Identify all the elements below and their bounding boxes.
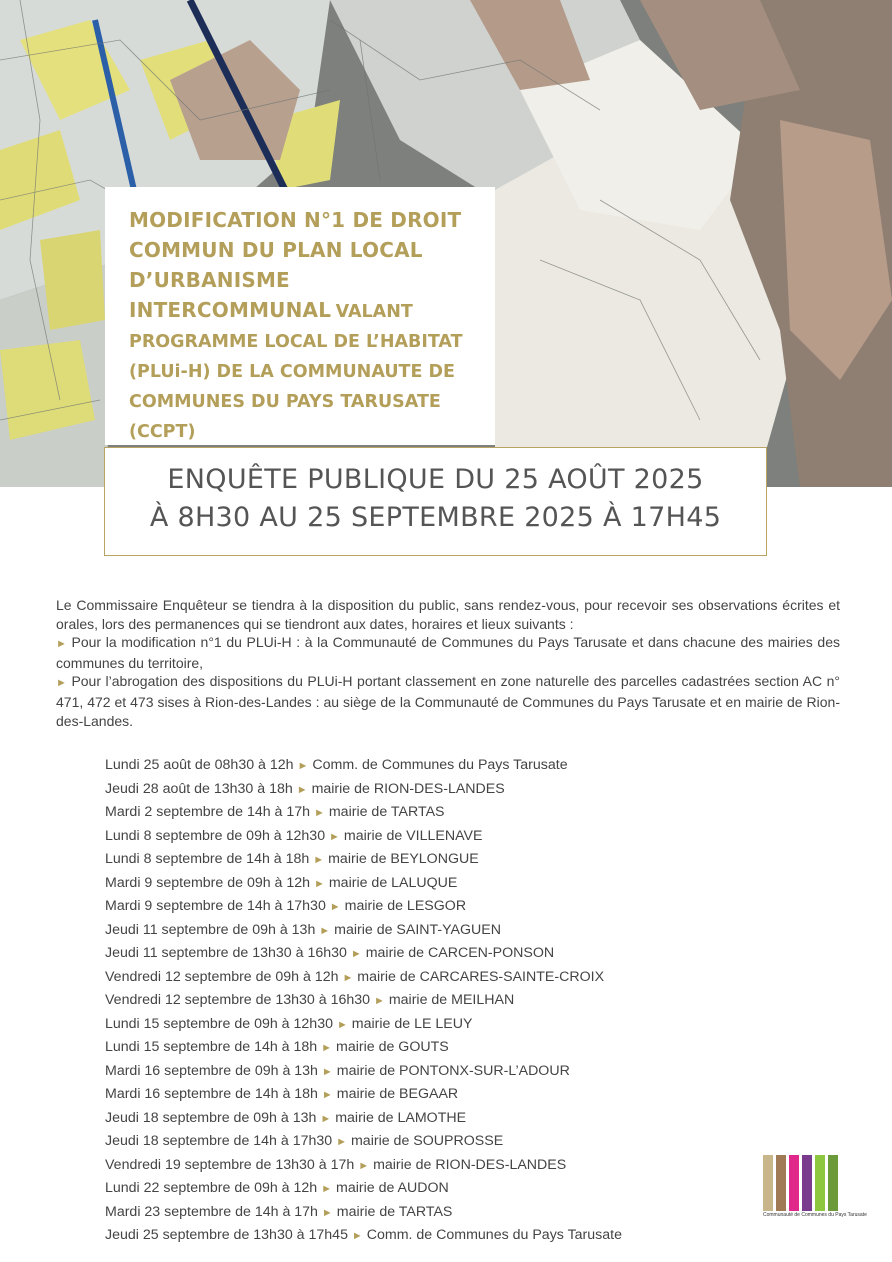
schedule-when: Vendredi 19 septembre de 13h30 à 17h: [105, 1156, 355, 1173]
schedule-when: Vendredi 12 septembre de 09h à 12h: [105, 968, 339, 985]
bullet-1-text: Pour la modification n°1 du PLUi-H : à la Communauté de Communes du Pays Tarusate et dans chacune des mairies des communes du territoire,: [56, 634, 840, 671]
schedule-when: Mardi 23 septembre de 14h à 17h: [105, 1203, 318, 1220]
schedule-where: mairie de RION-DES-LANDES: [373, 1156, 567, 1173]
schedule-where: mairie de MEILHAN: [388, 992, 515, 1008]
schedule-row: [105, 1107, 745, 1131]
schedule-row: [105, 754, 745, 778]
arrow-icon: ►: [350, 948, 362, 960]
schedule-when: Lundi 22 septembre de 09h à 12h: [105, 1180, 318, 1196]
schedule-where: mairie de TARTAS: [336, 1203, 453, 1220]
arrow-icon: ►: [313, 854, 325, 866]
arrow-icon: ►: [321, 1089, 333, 1101]
schedule-row: [105, 1083, 745, 1107]
schedule-when: Lundi 25 août de 08h30 à 12h: [105, 757, 294, 773]
arrow-icon: ►: [320, 1112, 332, 1125]
schedule-row: [105, 942, 745, 966]
intro-bullet-1: [56, 633, 840, 672]
schedule-where: mairie de LALUQUE: [328, 874, 458, 891]
schedule-where: mairie de PONTONX-SUR-L’ADOUR: [336, 1062, 570, 1079]
schedule-where: mairie de BEGAAR: [336, 1086, 459, 1102]
arrow-icon: ►: [329, 830, 340, 843]
schedule-when: Jeudi 11 septembre de 13h30 à 16h30: [105, 945, 347, 961]
schedule-when: Jeudi 11 septembre de 09h à 13h: [105, 921, 316, 938]
schedule-when: Mardi 2 septembre de 14h à 17h: [105, 804, 311, 820]
logo-bar: [802, 1155, 812, 1211]
intro-bullet-2: [56, 672, 840, 730]
enquete-line-1: ENQUÊTE PUBLIQUE DU 25 AOÛT 2025: [167, 464, 704, 495]
schedule-where: mairie de GOUTS: [336, 1039, 449, 1055]
schedule-where: mairie de RION-DES-LANDES: [311, 780, 505, 797]
enquete-banner: [104, 447, 767, 556]
intro-text: [56, 596, 840, 730]
schedule-where: mairie de TARTAS: [328, 804, 445, 820]
arrow-icon: ►: [314, 807, 325, 819]
arrow-icon: ►: [321, 1042, 333, 1054]
schedule-when: Mardi 16 septembre de 09h à 13h: [105, 1062, 318, 1079]
schedule-when: Mardi 9 septembre de 14h à 17h30: [105, 898, 326, 914]
logo-bar: [828, 1155, 838, 1211]
schedule-where: mairie de VILLENAVE: [343, 827, 483, 844]
arrow-icon: ►: [321, 1065, 333, 1078]
schedule-row: [105, 1177, 745, 1201]
schedule-when: Lundi 15 septembre de 14h à 18h: [105, 1039, 318, 1055]
schedule-where: mairie de AUDON: [336, 1180, 449, 1196]
arrow-icon: ►: [358, 1159, 370, 1172]
arrow-icon: ►: [321, 1183, 333, 1195]
arrow-icon: ►: [297, 760, 309, 772]
logo-bars: [763, 1155, 839, 1211]
arrow-icon: ►: [296, 783, 308, 796]
schedule-list: [105, 754, 745, 1248]
schedule-where: mairie de CARCEN-PONSON: [365, 945, 555, 961]
schedule-row: [105, 895, 745, 919]
schedule-row: [105, 966, 745, 990]
schedule-row: [105, 848, 745, 872]
schedule-row: [105, 1036, 745, 1060]
schedule-when: Jeudi 28 août de 13h30 à 18h: [105, 780, 293, 797]
schedule-where: mairie de LESGOR: [344, 898, 467, 914]
schedule-row: [105, 1060, 745, 1084]
schedule-when: Lundi 8 septembre de 14h à 18h: [105, 851, 310, 867]
arrow-icon: ►: [319, 924, 331, 937]
schedule-row: [105, 1154, 745, 1178]
arrow-icon: ►: [329, 901, 341, 913]
logo-bar: [776, 1155, 786, 1211]
schedule-row: [105, 1013, 745, 1037]
schedule-when: Lundi 15 septembre de 09h à 12h30: [105, 1015, 333, 1032]
schedule-row: [105, 801, 745, 825]
schedule-where: mairie de SOUPROSSE: [350, 1133, 504, 1149]
schedule-row: [105, 989, 745, 1013]
logo-bar: [789, 1155, 799, 1211]
schedule-where: mairie de CARCARES-SAINTE-CROIX: [357, 968, 605, 985]
schedule-where: Comm. de Communes du Pays Tarusate: [366, 1227, 622, 1243]
schedule-when: Mardi 16 septembre de 14h à 18h: [105, 1086, 318, 1102]
arrow-icon: ►: [342, 971, 354, 984]
schedule-row: [105, 778, 745, 802]
logo-text: Communauté de Communes du Pays Tarusate: [763, 1212, 867, 1218]
schedule-row: [105, 1201, 745, 1225]
intro-paragraph: Le Commissaire Enquêteur se tiendra à la disposition du public, sans rendez-vous, pour recevoir ses observations écrites et orales, lors des permanences qui se tiendront aux dates, horaires et lieux suivants :: [56, 597, 840, 632]
schedule-row: [105, 1130, 745, 1154]
logo-bar: [763, 1155, 773, 1211]
schedule-when: Vendredi 12 septembre de 13h30 à 16h30: [105, 992, 371, 1008]
arrow-icon: ►: [351, 1230, 363, 1242]
schedule-where: mairie de BEYLONGUE: [328, 851, 479, 867]
schedule-when: Jeudi 18 septembre de 14h à 17h30: [105, 1133, 333, 1149]
logo-bar: [815, 1155, 825, 1211]
schedule-when: Jeudi 25 septembre de 13h30 à 17h45: [105, 1227, 348, 1243]
title-bold: MODIFICATION N°1 DE DROIT COMMUN DU PLAN LOCAL D’URBANISME INTERCOMMUNAL: [129, 208, 462, 322]
schedule-where: mairie de SAINT-YAGUEN: [334, 921, 502, 938]
arrow-icon: ►: [336, 1018, 348, 1031]
schedule-where: Comm. de Communes du Pays Tarusate: [312, 757, 568, 773]
arrow-icon: ►: [321, 1206, 333, 1219]
schedule-when: Jeudi 18 septembre de 09h à 13h: [105, 1109, 317, 1126]
arrow-icon: ►: [314, 877, 325, 890]
schedule-where: mairie de LAMOTHE: [335, 1109, 467, 1126]
schedule-when: Lundi 8 septembre de 09h à 12h30: [105, 827, 326, 844]
schedule-row: [105, 872, 745, 896]
title-rest: VALANT PROGRAMME LOCAL DE L’HABITAT (PLUi-H) DE LA COMMUNAUTE DE COMMUNES DU PAYS TARUSATE (CCPT): [129, 302, 463, 442]
schedule-row: [105, 919, 745, 943]
bullet-2-text: Pour l’abrogation des dispositions du PLUi-H portant classement en zone naturelle des parcelles cadastrées section AC n° 471, 472 et 473 sises à Rion-des-Landes : au siège de la Communauté de Communes du Pays Tarusate et en mairie de Rion-des-Landes.: [56, 673, 840, 729]
schedule-when: Mardi 9 septembre de 09h à 12h: [105, 874, 311, 891]
arrow-icon: ►: [336, 1136, 348, 1148]
schedule-row: [105, 825, 745, 849]
ccpt-logo: [763, 1155, 867, 1225]
bullet-arrow-icon: ►: [56, 638, 67, 651]
enquete-line-2: À 8H30 AU 25 SEPTEMBRE 2025 À 17H45: [149, 502, 722, 533]
schedule-row: [105, 1224, 745, 1248]
schedule-where: mairie de LE LEUY: [351, 1015, 473, 1032]
arrow-icon: ►: [374, 995, 385, 1007]
title-box: [105, 187, 495, 445]
bullet-arrow-icon: ►: [56, 677, 67, 690]
hero-photo: [0, 0, 892, 487]
